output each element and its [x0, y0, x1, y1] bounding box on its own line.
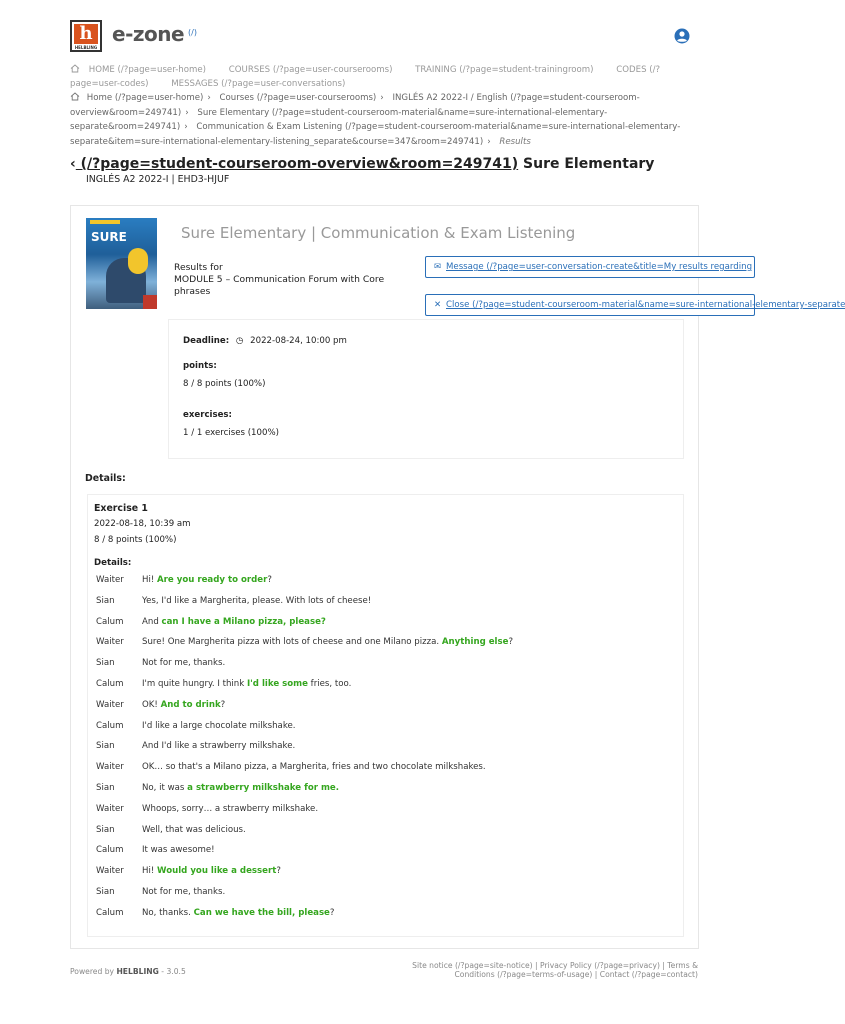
dialog-text [142, 783, 339, 793]
nav-item-training[interactable]: TRAINING (/?page=student-trainingroom) [415, 65, 594, 75]
breadcrumb-courses[interactable]: Courses (/?page=user-courserooms) [219, 93, 377, 103]
dialog-text [142, 866, 281, 876]
dialog-text-part: Sure! One Margherita pizza with lots of cheese and one Milano pizza. [142, 637, 442, 648]
dialog-text-part: It was awesome! [142, 845, 215, 856]
dialog-text [142, 700, 225, 710]
dialog-text [142, 762, 486, 772]
dialog-text-part: I'm quite hungry. I think [142, 679, 247, 689]
message-button-label: Message (/?page=user-conversation-create&title=My results regarding [446, 262, 753, 272]
dialog-text-part: And [142, 616, 162, 627]
exercise-name: Exercise 1 [94, 503, 148, 514]
footer-links-line-1[interactable]: Site notice (/?page=site-notice) | Privacy Policy (/?page=privacy) | Terms & [412, 961, 698, 970]
dialog-text-part: Yes, I'd like a Margherita, please. With lots of cheese! [142, 595, 372, 606]
dialog-text-part: And I'd like a strawberry milkshake. [142, 741, 296, 752]
nav-item-courses[interactable]: COURSES (/?page=user-courserooms) [228, 65, 393, 75]
breadcrumb [70, 91, 686, 149]
dialog-answer: Can we have the bill, please [193, 907, 330, 918]
logo-letter: h [74, 24, 98, 44]
breadcrumb-course[interactable]: INGLÉS A2 2022-I / English (/?page=student-courseroom-overview&room=249741) [70, 93, 640, 118]
cover-title: SURE [91, 230, 127, 244]
dialog-speaker: Waiter [96, 866, 124, 877]
dialog-text [142, 887, 225, 897]
back-link[interactable]: (/?page=student-courseroom-overview&room=249741) [75, 156, 519, 172]
main-nav [70, 63, 686, 91]
dialog-speaker: Sian [96, 824, 115, 835]
breadcrumb-item[interactable]: Communication & Exam Listening (/?page=student-courseroom-material&name=sure-international-elementary-separate&item=sure-international-elementary-listening_separate&course=347&room=249741) [70, 122, 681, 147]
footer-links-line-2[interactable]: Conditions (/?page=terms-of-usage) | Contact (/?page=contact) [454, 970, 698, 979]
dialog-speaker: Waiter [96, 575, 124, 585]
header [70, 20, 698, 54]
envelope-icon: ✉ [434, 262, 442, 272]
dialog-text-part: Hi! [142, 866, 158, 877]
breadcrumb-home[interactable]: Home (/?page=user-home) [86, 93, 204, 103]
deadline-value: 2022-08-24, 10:00 pm [250, 336, 347, 346]
dialog-text-part: fries, too. [307, 679, 352, 689]
brand-link[interactable]: (/) [188, 28, 197, 37]
brand-name[interactable]: e-zone [112, 22, 185, 46]
dialog-answer: Are you ready to order [157, 575, 268, 585]
exercises-label: exercises: [183, 410, 232, 420]
dialog-text-part: No, it was [142, 783, 188, 793]
footer-links[interactable] [398, 961, 698, 979]
results-summary [168, 319, 684, 459]
deadline-label: Deadline: [183, 336, 230, 346]
deadline-row [183, 336, 347, 346]
dialog-text [142, 908, 334, 918]
dialog-speaker: Sian [96, 741, 115, 752]
footer-version: - 3.0.5 [161, 967, 186, 976]
chevron-left-icon[interactable]: ‹ [70, 156, 76, 172]
dialog-text-part: Well, that was delicious. [142, 824, 246, 835]
results-for [174, 262, 419, 298]
dialog-answer: And to drink [160, 699, 221, 710]
module-name: MODULE 5 – Communication Forum with Core phrases [174, 274, 385, 297]
chevron-right-icon: › [487, 136, 491, 147]
points-label: points: [183, 361, 217, 371]
dialog-speaker: Calum [96, 720, 124, 731]
footer-powered [70, 967, 186, 976]
chevron-right-icon: › [184, 122, 188, 133]
dialog-answer: I'd like some [246, 679, 308, 689]
dialog-text-part: ? [329, 907, 335, 918]
dialog-speaker: Calum [96, 616, 124, 627]
page-title [70, 156, 750, 172]
dialog-speaker: Sian [96, 783, 115, 793]
chevron-right-icon: › [380, 93, 384, 103]
dialog-answer: can I have a Milano pizza, please? [161, 616, 326, 627]
dialog-text-part: OK! [142, 699, 161, 710]
dialog-speaker: Sian [96, 887, 115, 897]
dialog-text-part: ? [267, 575, 272, 585]
results-card [70, 205, 845, 949]
breadcrumb-material[interactable]: Sure Elementary (/?page=student-courseroom-material&name=sure-international-elementary-separate&room=249741) [70, 107, 608, 133]
dialog-text-part: No, thanks. [142, 907, 194, 918]
dialog-speaker: Waiter [96, 699, 124, 710]
dialog-text-part: Hi! [142, 575, 158, 585]
page-title-text: Sure Elementary [518, 156, 655, 172]
cover-badge [143, 295, 157, 309]
cover-stripe [90, 220, 120, 224]
user-circle-icon[interactable] [674, 28, 690, 44]
dialog-answer: Anything else [441, 637, 509, 648]
chevron-right-icon: › [185, 107, 189, 118]
dialog-text [142, 825, 246, 835]
page-subtitle: INGLÉS A2 2022-I | EHD3-HJUF [86, 174, 230, 185]
nav-item-codes[interactable]: CODES (/?page=user-codes) [70, 65, 661, 89]
dialog-answer: a strawberry milkshake for me. [187, 783, 340, 793]
dialog-speaker: Calum [96, 679, 124, 689]
dialog-text [142, 658, 225, 668]
chevron-right-icon: › [207, 93, 211, 103]
powered-by-label: Powered by [70, 967, 115, 976]
logo-sub: HELBLING [74, 45, 98, 50]
dialog-text [142, 721, 296, 731]
material-title: Sure Elementary | Communication & Exam Listening [181, 224, 576, 242]
dialog-text-part: Not for me, thanks. [142, 887, 226, 897]
dialog-text-part: ? [276, 866, 281, 877]
dialog-answer: Would you like a dessert [157, 866, 277, 877]
close-button-label: Close (/?page=student-courseroom-material&name=sure-international-elementary-separate [446, 300, 845, 310]
dialog-text-part: ? [508, 637, 513, 648]
breadcrumb-current: Results [499, 136, 531, 147]
exercise-points: 8 / 8 points (100%) [94, 535, 177, 545]
dialog-text-part: ? [220, 699, 226, 710]
dialog-speaker: Waiter [96, 762, 124, 773]
dialog-speaker: Calum [96, 907, 124, 918]
points-value: 8 / 8 points (100%) [183, 379, 266, 389]
exercise-details-label: Details: [94, 558, 132, 568]
dialog-text [142, 575, 272, 585]
dialog-text-part: OK… so that's a Milano pizza, a Margherita, fries and two chocolate milkshakes. [142, 762, 486, 773]
dialog-speaker: Sian [96, 658, 115, 669]
dialog-text [142, 596, 371, 606]
home-icon[interactable] [70, 64, 80, 73]
dialog-text [142, 637, 513, 647]
footer-brand[interactable]: HELBLING [116, 967, 159, 976]
nav-item-home[interactable]: HOME (/?page=user-home) [88, 65, 207, 75]
exercise-box [87, 494, 684, 937]
clock-icon: ◷ [235, 336, 244, 346]
dialog-text-part: Whoops, sorry… a strawberry milkshake. [142, 803, 319, 814]
cover-figure-2 [128, 248, 148, 274]
exercise-date: 2022-08-18, 10:39 am [94, 519, 191, 529]
exercises-value: 1 / 1 exercises (100%) [183, 428, 279, 438]
dialog-text-part: Not for me, thanks. [142, 658, 226, 669]
dialog-speaker: Calum [96, 845, 124, 856]
dialog-text [142, 617, 326, 627]
book-cover [86, 218, 157, 309]
results-for-label: Results for [174, 262, 223, 273]
dialog-text [142, 679, 351, 689]
message-button[interactable] [425, 256, 755, 278]
dialog-text [142, 741, 295, 751]
close-button[interactable] [425, 294, 845, 316]
helbling-logo[interactable] [70, 20, 102, 52]
dialog-speaker: Sian [96, 595, 115, 606]
dialog-speaker: Waiter [96, 637, 124, 648]
nav-item-messages[interactable]: MESSAGES (/?page=user-conversations) [171, 79, 346, 89]
dialog-text-part: I'd like a large chocolate milkshake. [142, 720, 296, 731]
home-icon[interactable] [70, 92, 80, 101]
dialog-text [142, 845, 215, 855]
dialog-text [142, 804, 318, 814]
close-icon: ✕ [434, 300, 442, 310]
details-label: Details: [85, 473, 126, 484]
dialog-speaker: Waiter [96, 803, 124, 814]
